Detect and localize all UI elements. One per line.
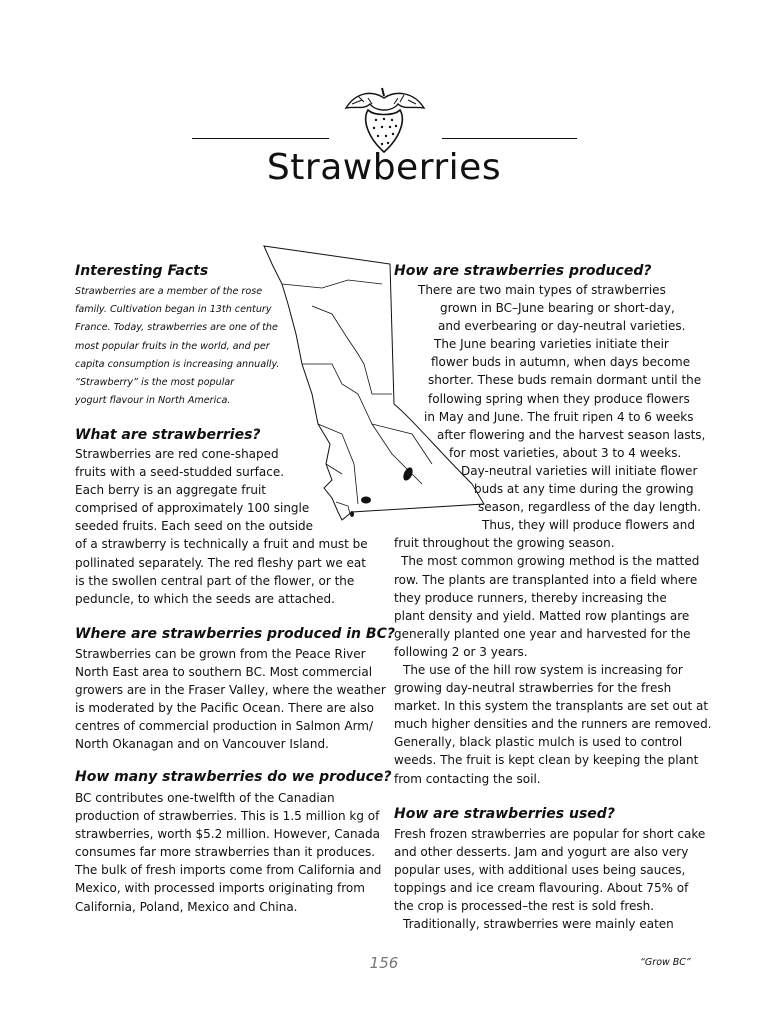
text-line: they produce runners, thereby increasing the — [394, 590, 667, 605]
text-line: North Okanagan and on Vancouver Island. — [75, 737, 329, 752]
produced-text — [394, 281, 712, 788]
text-line: Mexico, with processed imports originating from — [75, 881, 365, 896]
text-line: the crop is processed–the rest is sold fresh. — [394, 899, 655, 914]
text-line: season, regardless of the day length. — [478, 500, 702, 515]
used-heading: How are strawberries used? — [394, 806, 615, 822]
text-line: Strawberries are a member of the rose — [75, 286, 263, 297]
text-line: plant density and yield. Matted row plantings are — [394, 608, 690, 623]
text-line: yogurt flavour in North America. — [75, 395, 231, 407]
text-line: toppings and ice cream flavouring. About 75% of — [394, 881, 689, 896]
what-heading: What are strawberries? — [75, 427, 261, 443]
text-line: peduncle, to which the seeds are attached. — [75, 591, 335, 606]
footer-source: “Grow BC” — [640, 957, 691, 968]
text-line: production of strawberries. This is 1.5 million kg of — [75, 809, 380, 824]
facts-text — [75, 283, 279, 410]
page-number: 156 — [369, 954, 399, 972]
text-line: of a strawberry is technically a fruit and must be — [75, 537, 368, 552]
text-line: The bulk of fresh imports come from California and — [75, 863, 382, 878]
text-line: after flowering and the harvest season lasts, — [437, 427, 706, 442]
text-line: strawberries, worth $5.2 million. However, Canada — [75, 827, 380, 842]
text-line: Strawberries can be grown from the Peace River — [75, 647, 366, 661]
text-line: for most varieties, about 3 to 4 weeks. — [449, 445, 682, 460]
text-line: growers are in the Fraser Valley, where the weather — [75, 683, 386, 698]
text-line: centres of commercial production in Salmon Arm/ — [75, 719, 374, 734]
title-rule-left — [192, 138, 329, 139]
text-line: fruit throughout the growing season. — [394, 536, 615, 551]
text-line: much higher densities and the runners are removed. — [394, 717, 712, 732]
what-text — [75, 445, 368, 608]
text-line: grown in BC–June bearing or short-day, — [440, 301, 675, 316]
text-line: The use of the hill row system is increasing for — [403, 662, 683, 677]
text-line: The most common growing method is the matted — [401, 554, 700, 569]
page-title: Strawberries — [266, 147, 502, 188]
text-line: following spring when they produce flowers — [428, 391, 690, 406]
text-line: is moderated by the Pacific Ocean. There are also — [75, 701, 374, 716]
text-line: France. Today, strawberries are one of the — [75, 322, 278, 334]
text-line: following 2 or 3 years. — [394, 644, 528, 659]
text-line: generally planted one year and harvested for the — [394, 626, 691, 641]
title-rule-right — [442, 138, 577, 139]
facts-heading: Interesting Facts — [75, 263, 209, 279]
text-line: shorter. These buds remain dormant until the — [428, 373, 702, 388]
text-line: most popular fruits in the world, and per — [75, 340, 270, 352]
text-line: Strawberries are red cone-shaped — [75, 447, 279, 461]
text-line: Day-neutral varieties will initiate flower — [461, 463, 698, 478]
text-line: seeded fruits. Each seed on the outside — [75, 519, 314, 534]
text-line: comprised of approximately 100 single — [75, 501, 310, 516]
text-line: growing day-neutral strawberries for the fresh — [394, 681, 672, 696]
used-text — [394, 825, 705, 934]
text-line: Traditionally, strawberries were mainly eaten — [403, 917, 674, 932]
text-line: capita consumption is increasing annually. — [75, 358, 280, 370]
text-line: fruits with a seed-studded surface. — [75, 465, 285, 480]
text-line: row. The plants are transplanted into a field where — [394, 572, 698, 587]
text-line: popular uses, with additional uses being sauces, — [394, 863, 686, 878]
text-line: family. Cultivation began in 13th century — [75, 304, 272, 316]
text-line: “Strawberry” is the most popular — [75, 377, 235, 389]
text-line: North East area to southern BC. Most commercial — [75, 665, 373, 680]
text-line: The June bearing varieties initiate their — [434, 337, 669, 352]
text-line: market. In this system the transplants are set out at — [394, 699, 709, 714]
text-line: pollinated separately. The red fleshy part we eat — [75, 555, 366, 570]
text-line: and everbearing or day-neutral varieties. — [438, 319, 686, 334]
text-line: consumes far more strawberries than it produces. — [75, 845, 376, 860]
text-line: Each berry is an aggregate fruit — [75, 483, 267, 498]
how-many-heading: How many strawberries do we produce? — [75, 769, 392, 785]
text-line: and other desserts. Jam and yogurt are also very — [394, 845, 689, 860]
text-line: is the swollen central part of the flower, or the — [75, 573, 355, 588]
text-line: Generally, black plastic mulch is used to control — [394, 735, 683, 750]
text-line: buds at any time during the growing — [474, 482, 694, 497]
text-line: from contacting the soil. — [394, 771, 541, 786]
text-line: BC contributes one-twelfth of the Canadian — [75, 791, 335, 805]
where-text — [75, 645, 386, 754]
how-many-text — [75, 789, 381, 916]
text-line: Thus, they will produce flowers and — [482, 518, 695, 533]
text-line: weeds. The fruit is kept clean by keeping the plant — [394, 753, 699, 768]
text-line: California, Poland, Mexico and China. — [75, 899, 298, 914]
text-line: in May and June. The fruit ripen 4 to 6 weeks — [424, 409, 694, 424]
where-heading: Where are strawberries produced in BC? — [75, 626, 395, 642]
text-line: There are two main types of strawberries — [418, 283, 666, 297]
produced-heading: How are strawberries produced? — [394, 263, 652, 279]
text-line: Fresh frozen strawberries are popular for short cake — [394, 827, 706, 841]
text-line: flower buds in autumn, when days become — [431, 355, 691, 370]
